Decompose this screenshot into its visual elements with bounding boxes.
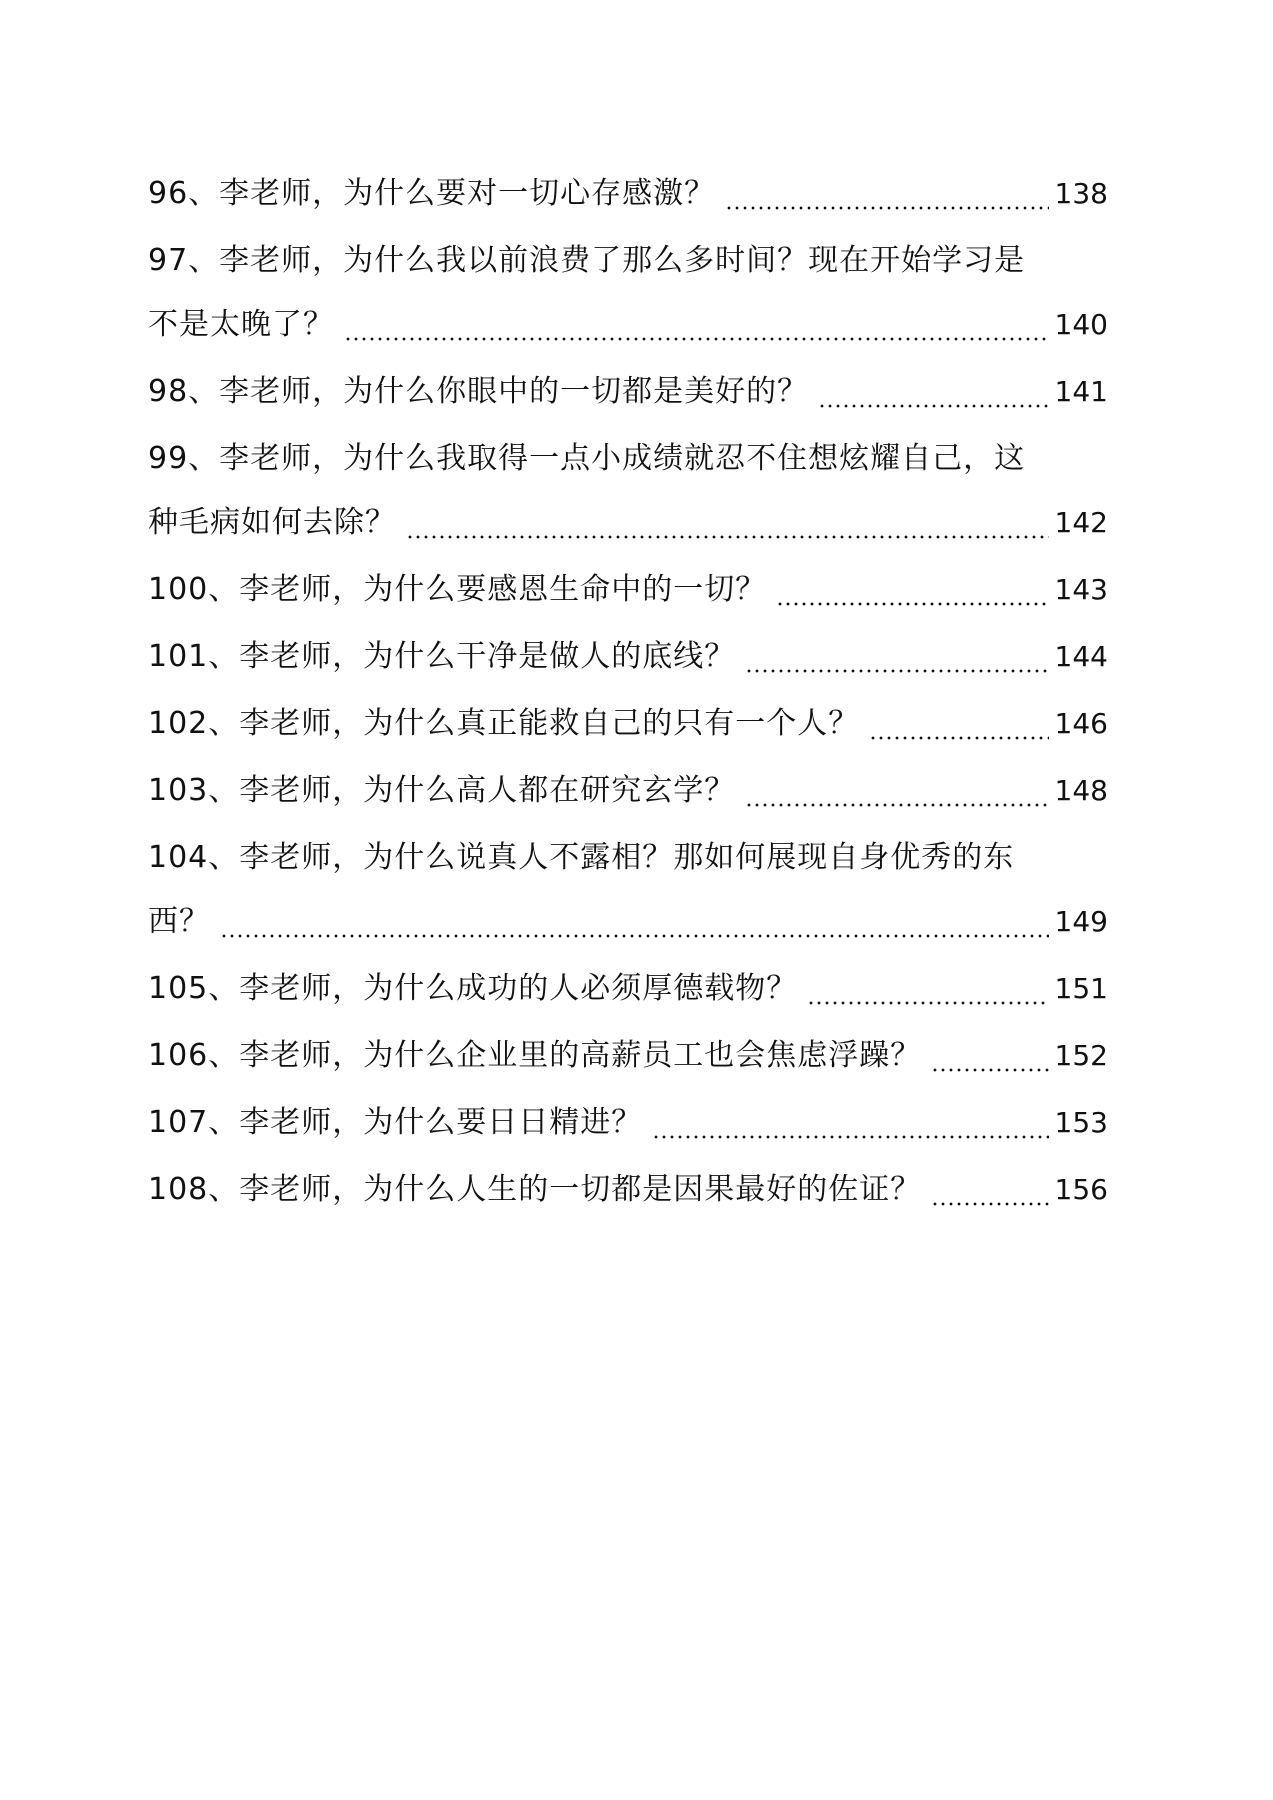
toc-entry-105[interactable]: [148, 961, 1108, 1017]
dot-leader: [344, 297, 1049, 353]
dot-leader: [745, 629, 1048, 685]
dot-leader: [652, 1095, 1048, 1151]
toc-entry-103[interactable]: [148, 763, 1108, 819]
dot-leader: [931, 1028, 1048, 1084]
toc-entry-108[interactable]: [148, 1162, 1108, 1218]
toc-page-number: 141: [1054, 375, 1108, 408]
toc-entry-104[interactable]: [148, 830, 1108, 950]
toc-entry-title-continued: 不是太晚了？: [148, 307, 334, 342]
dot-leader: [807, 961, 1048, 1017]
dot-leader: [725, 166, 1048, 222]
toc-page-number: 148: [1054, 774, 1108, 807]
toc-entry-title: 105、李老师，为什么成功的人必须厚德载物？: [148, 971, 798, 1006]
toc-entry-title-continued: 西？: [148, 904, 210, 939]
toc-page-number: 153: [1054, 1106, 1108, 1139]
toc-page-number: 146: [1054, 707, 1108, 740]
toc-page-number: 138: [1054, 177, 1108, 210]
toc-entry-96[interactable]: [148, 166, 1108, 222]
toc-entry-100[interactable]: [148, 562, 1108, 618]
toc-entry-title: 108、李老师，为什么人生的一切都是因果最好的佐证？: [148, 1172, 922, 1207]
toc-page-number: 156: [1054, 1173, 1108, 1206]
table-of-contents: [148, 166, 1108, 1229]
toc-entry-title: 97、李老师，为什么我以前浪费了那么多时间？现在开始学习是: [148, 243, 1026, 278]
toc-page-number: 140: [1054, 308, 1108, 341]
toc-entry-title: 100、李老师，为什么要感恩生命中的一切？: [148, 572, 767, 607]
toc-entry-102[interactable]: [148, 696, 1108, 752]
dot-leader: [818, 364, 1048, 420]
toc-entry-title: 102、李老师，为什么真正能救自己的只有一个人？: [148, 706, 860, 741]
toc-entry-title: 96、李老师，为什么要对一切心存感激？: [148, 176, 716, 211]
dot-leader: [745, 763, 1048, 819]
toc-page-number: 152: [1054, 1039, 1108, 1072]
dot-leader: [406, 495, 1049, 551]
dot-leader: [776, 562, 1048, 618]
toc-entry-101[interactable]: [148, 629, 1108, 685]
dot-leader: [869, 696, 1048, 752]
toc-page-number: 149: [1054, 905, 1108, 938]
toc-entry-title: 106、李老师，为什么企业里的高薪员工也会焦虑浮躁？: [148, 1038, 922, 1073]
toc-entry-107[interactable]: [148, 1095, 1108, 1151]
toc-entry-title-continued: 种毛病如何去除？: [148, 505, 396, 540]
toc-entry-106[interactable]: [148, 1028, 1108, 1084]
toc-entry-title: 98、李老师，为什么你眼中的一切都是美好的？: [148, 374, 809, 409]
toc-page-number: 143: [1054, 573, 1108, 606]
toc-entry-title: 107、李老师，为什么要日日精进？: [148, 1105, 643, 1140]
toc-entry-title: 103、李老师，为什么高人都在研究玄学？: [148, 773, 736, 808]
toc-entry-title: 99、李老师，为什么我取得一点小成绩就忍不住想炫耀自己，这: [148, 441, 1026, 476]
toc-entry-title: 104、李老师，为什么说真人不露相？那如何展现自身优秀的东: [148, 840, 1015, 875]
toc-entry-99[interactable]: [148, 431, 1108, 551]
toc-page-number: 151: [1054, 972, 1108, 1005]
toc-entry-title: 101、李老师，为什么干净是做人的底线？: [148, 639, 736, 674]
dot-leader: [931, 1162, 1048, 1218]
toc-page-number: 144: [1054, 640, 1108, 673]
toc-page-number: 142: [1054, 506, 1108, 539]
toc-entry-98[interactable]: [148, 364, 1108, 420]
dot-leader: [220, 894, 1049, 950]
toc-entry-97[interactable]: [148, 233, 1108, 353]
